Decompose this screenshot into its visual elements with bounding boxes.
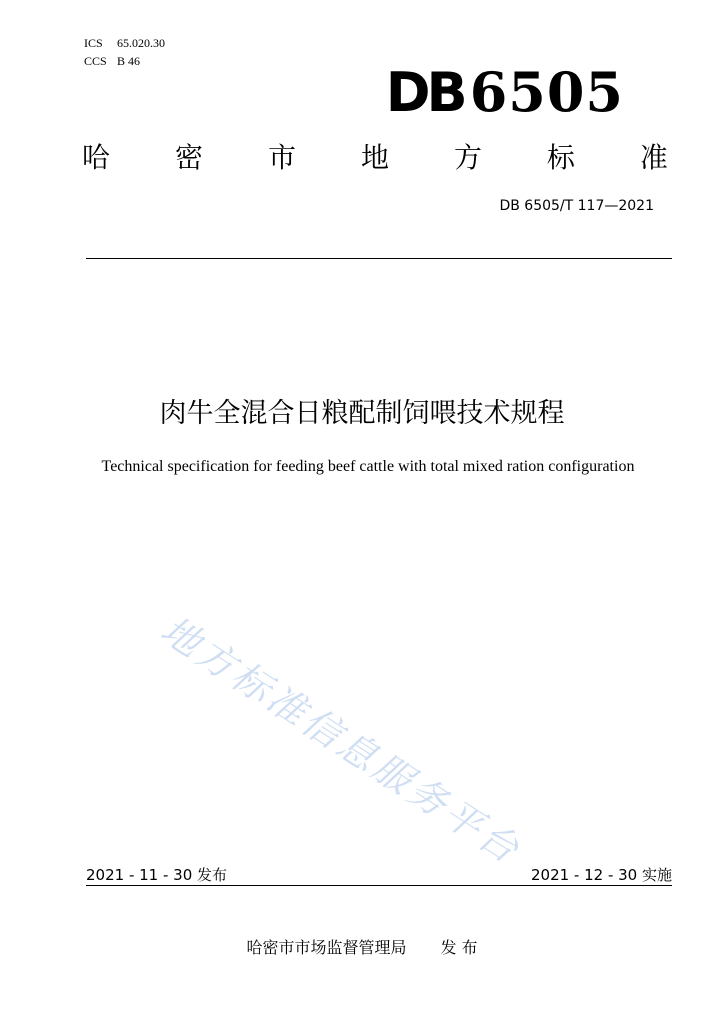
db-logo-prefix: DB xyxy=(385,61,464,124)
bottom-divider xyxy=(86,885,672,886)
standard-type-char: 市 xyxy=(267,141,296,174)
standard-type-char: 方 xyxy=(453,141,482,174)
standard-type xyxy=(82,138,668,178)
title-english: Technical specification for feeding beef cattle with total mixed ration configuration xyxy=(101,458,635,475)
standard-type-char: 密 xyxy=(174,141,203,174)
standard-type-char: 标 xyxy=(546,141,575,174)
standard-type-char: 地 xyxy=(360,141,389,174)
ics-line xyxy=(84,34,165,52)
standard-number: DB 6505/T 117—2021 xyxy=(499,198,654,214)
ccs-line xyxy=(84,52,165,70)
classification-codes xyxy=(84,34,165,70)
issuer-name: 哈密市市场监督管理局 xyxy=(246,938,407,957)
implement-date: 2021 - 12 - 30 实施 xyxy=(530,866,672,884)
watermark: 地方标准信息服务平台 xyxy=(153,607,530,874)
db-logo-number: 6505 xyxy=(469,60,624,124)
ccs-value: B 46 xyxy=(117,54,141,68)
title-chinese: 肉牛全混合日粮配制饲喂技术规程 xyxy=(159,398,565,429)
issuer-action: 发 布 xyxy=(440,938,478,957)
db-logo xyxy=(386,60,624,125)
standard-type-char: 准 xyxy=(639,141,668,174)
ics-label: ICS xyxy=(84,36,103,50)
publish-date: 2021 - 11 - 30 发布 xyxy=(86,866,228,884)
issuer xyxy=(0,935,724,958)
standard-type-char: 哈 xyxy=(82,141,111,174)
top-divider xyxy=(86,258,672,259)
ccs-label: CCS xyxy=(84,54,107,68)
ics-value: 65.020.30 xyxy=(117,36,165,50)
